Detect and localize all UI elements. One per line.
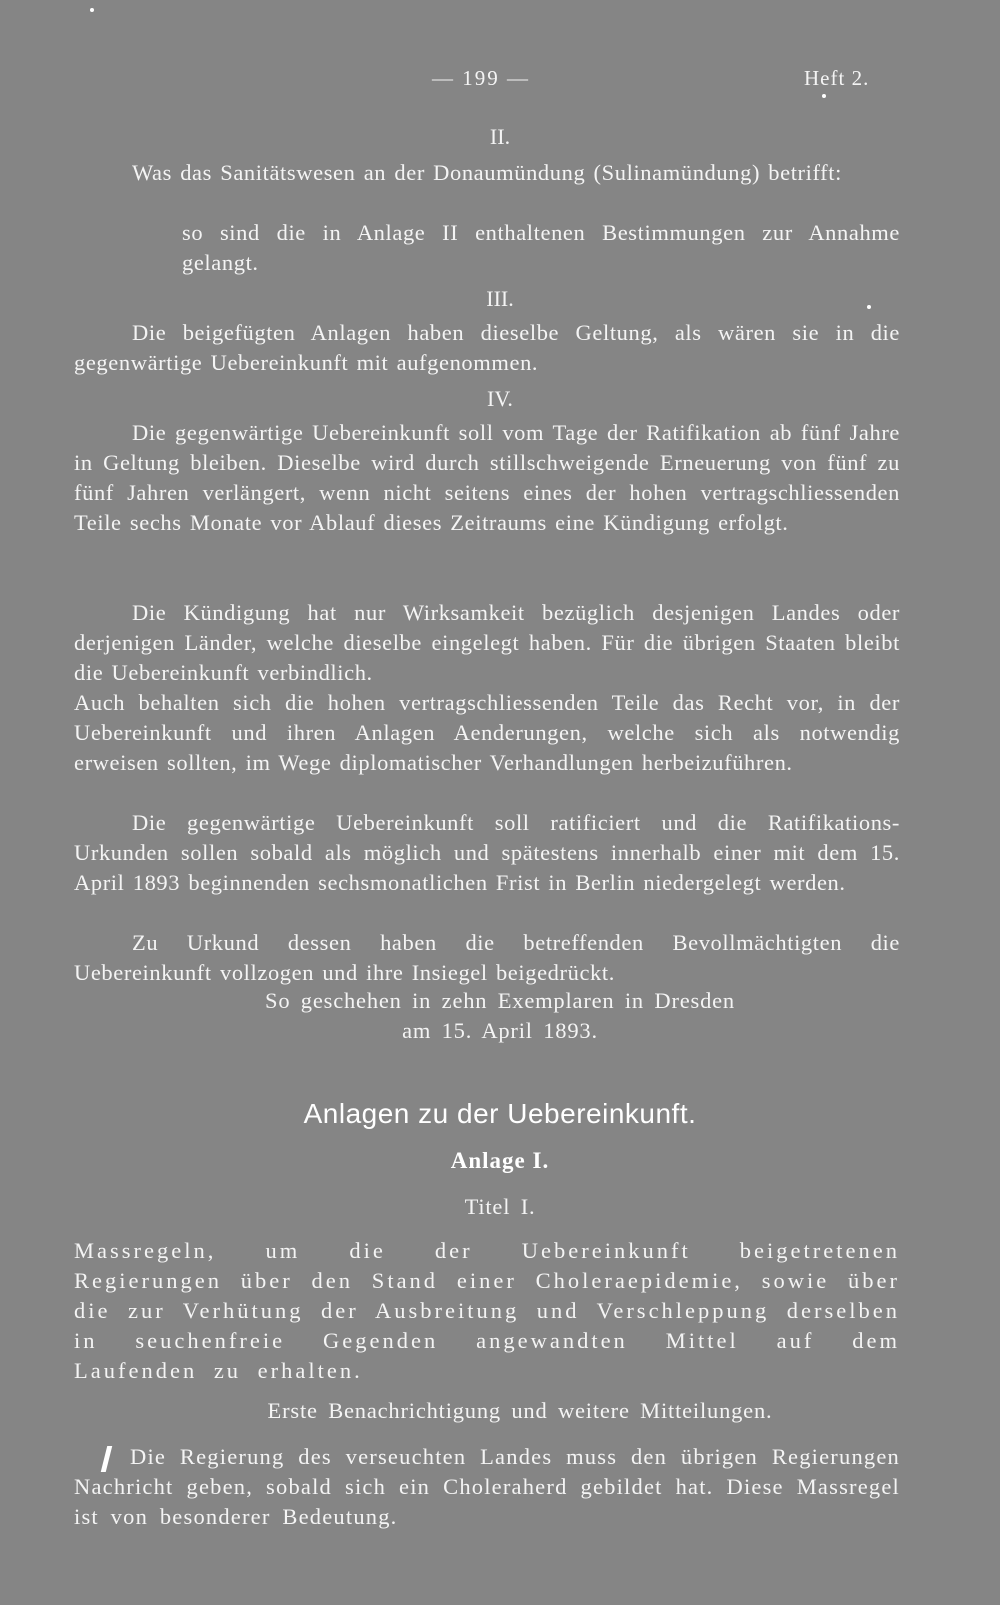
closing-place-line: So geschehen in zehn Exemplaren in Dresden <box>265 988 735 1013</box>
section-iv-paragraph-1: Die gegenwärtige Uebereinkunft soll vom Tage der Ratifikation ab fünf Jahre in Geltung bleiben. Dieselbe wird durch stillschweigende Erneuerung von fünf zu fünf Jahren verlängert, wenn nicht seitens eines der hohen vertragschliessenden Teile sechs Monate vor Ablauf dieses Zeitraums eine Kündigung erfolgt. <box>74 420 900 535</box>
section-iii-text: Die beigefügten Anlagen haben dieselbe Geltung, als wären sie in die gegenwärtige Uebereinkunft mit aufgenommen. <box>74 320 900 375</box>
section-ii-sub: so sind die in Anlage II enthaltenen Bestimmungen zur Annahme gelangt. <box>182 220 900 275</box>
closing-date-line: am 15. April 1893. <box>402 1018 598 1043</box>
section-numeral-iii: III. <box>486 286 514 311</box>
section-iv-paragraph-5: Zu Urkund dessen haben die betreffenden Bevollmächtigten die Uebereinkunft vollzogen und ihre Insiegel beigedrückt. <box>74 930 900 985</box>
section-numeral-ii: II. <box>489 124 511 149</box>
section-iv-paragraph-4: Die gegenwärtige Uebereinkunft soll ratificiert und die Ratifikations-Urkunden sollen sobald als möglich und spätestens innerhalb einer mit dem 15. April 1893 beginnenden sechsmonatlichen Frist in Berlin niedergelegt werden. <box>74 810 900 895</box>
annex-paragraph: Die Regierung des verseuchten Landes muss den übrigen Regierungen Nachricht geben, sobald sich ein Choleraherd gebildet hat. Diese Massregel ist von besonderer Bedeutung. <box>74 1444 900 1529</box>
annex-subheading: Erste Benachrichtigung und weitere Mitteilungen. <box>267 1398 773 1423</box>
section-numeral-iv: IV. <box>487 386 513 411</box>
page-number: — 199 — <box>432 66 530 90</box>
page-header <box>0 66 1000 96</box>
annex-heading: Anlage I. <box>450 1148 550 1173</box>
annex-intro: Massregeln, um die der Uebereinkunft beigetretenen Regierungen über den Stand einer Choleraepidemie, sowie über die zur Verhütung der Ausbreitung und Verschleppung derselben in seuchenfreie Gegenden angewandten Mittel auf dem Laufenden zu erhalten. <box>74 1238 900 1383</box>
section-iv-paragraph-3: Auch behalten sich die hohen vertragschliessenden Teile das Recht vor, in der Uebereinkunft und ihren Anlagen Aenderungen, welche sich als notwendig erweisen sollten, im Wege diplomatischer Verhandlungen herbeizuführen. <box>74 690 900 775</box>
section-ii-text: Was das Sanitätswesen an der Donaumündung (Sulinamündung) betrifft: <box>132 160 842 185</box>
annex-title: Anlagen zu der Uebereinkunft. <box>303 1098 697 1129</box>
issue-label: Heft 2. <box>804 66 870 90</box>
titel-heading: Titel I. <box>464 1194 536 1219</box>
section-iv-paragraph-2: Die Kündigung hat nur Wirksamkeit bezüglich desjenigen Landes oder derjenigen Länder, welche dieselbe eingelegt haben. Für die übrigen Staaten bleibt die Uebereinkunft verbindlich. <box>74 600 900 685</box>
speck-mark <box>90 8 94 12</box>
